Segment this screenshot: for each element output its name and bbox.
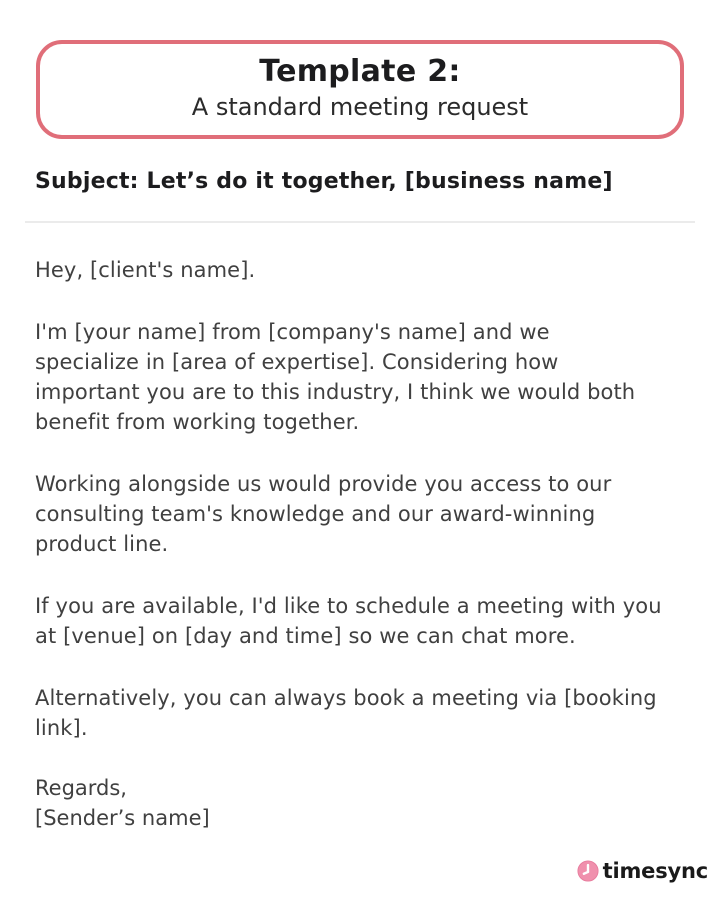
- template-header-box: [36, 40, 684, 139]
- email-body: [35, 255, 685, 743]
- divider: [25, 221, 695, 223]
- clock-icon: [577, 860, 599, 882]
- template-subtitle: A standard meeting request: [191, 92, 529, 121]
- template-title: Template 2:: [259, 54, 461, 89]
- body-line: product line.: [35, 532, 169, 557]
- body-line: Hey, [client's name].: [35, 258, 256, 283]
- paragraph-benefits: [35, 469, 685, 559]
- body-line: Alternatively, you can always book a meeting via [booking: [35, 686, 657, 711]
- body-line: link].: [35, 716, 88, 741]
- body-line: at [venue] on [day and time] so we can chat more.: [35, 624, 576, 649]
- body-line: Working alongside us would provide you access to our: [35, 472, 612, 497]
- signoff: [35, 773, 685, 833]
- body-line: consulting team's knowledge and our award-winning: [35, 502, 596, 527]
- paragraph-booking-link: [35, 683, 685, 743]
- body-line: benefit from working together.: [35, 410, 360, 435]
- body-line: I'm [your name] from [company's name] and we: [35, 320, 550, 345]
- signoff-regards: Regards,: [35, 776, 127, 801]
- paragraph-intro: [35, 317, 685, 437]
- logo-wordmark: timesync: [602, 859, 708, 883]
- paragraph-greeting: [35, 255, 685, 285]
- body-line: If you are available, I'd like to schedule a meeting with you: [35, 594, 662, 619]
- body-line: important you are to this industry, I think we would both: [35, 380, 636, 405]
- email-template-page: [0, 40, 720, 903]
- signoff-sender-name: [Sender’s name]: [35, 806, 210, 831]
- subject-line: Subject: Let’s do it together, [business name]: [35, 169, 613, 195]
- body-line: specialize in [area of expertise]. Considering how: [35, 350, 559, 375]
- paragraph-meeting-request: [35, 591, 685, 651]
